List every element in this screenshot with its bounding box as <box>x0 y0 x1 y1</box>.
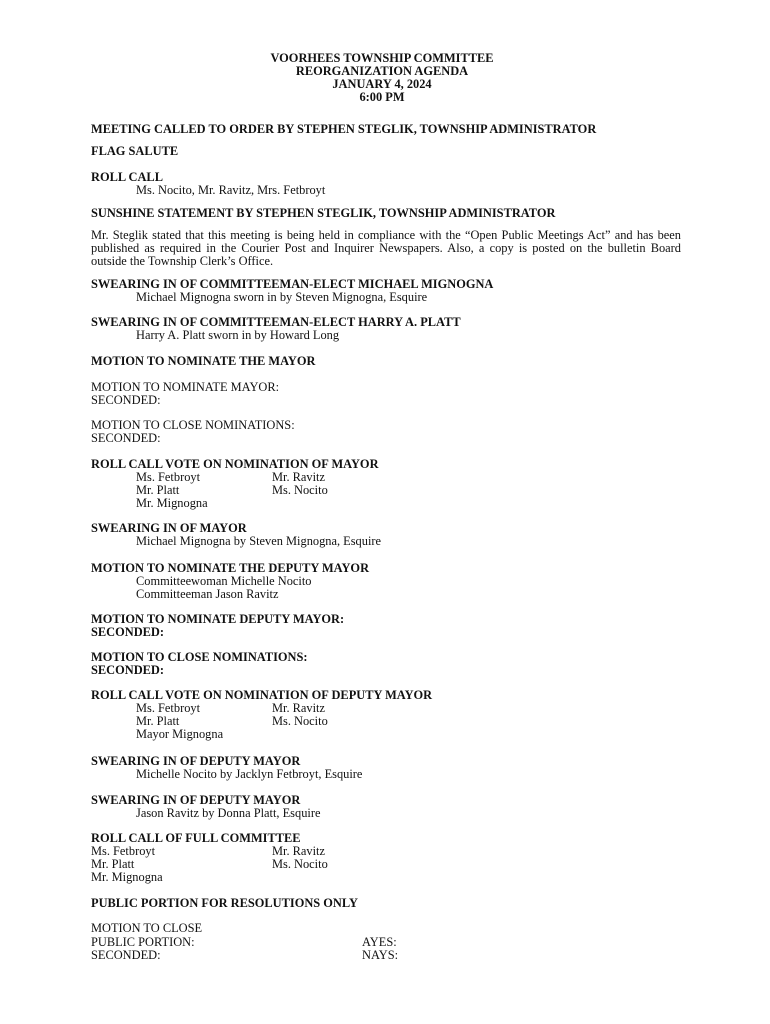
roll-call-name: Mr. Ravitz <box>272 701 325 716</box>
header-date: JANUARY 4, 2024 <box>332 77 432 92</box>
swearing-mayor-section <box>91 522 681 548</box>
swearing-deputy-text: Michelle Nocito by Jacklyn Fetbroyt, Esquire <box>136 766 363 781</box>
nominee-name: Committeewoman Michelle Nocito <box>136 573 312 588</box>
roll-call-row <box>91 845 681 858</box>
roll-call-name: Mr. Platt <box>136 483 180 498</box>
header-subtitle: REORGANIZATION AGENDA <box>295 64 469 79</box>
nays-label: NAYS: <box>362 947 399 962</box>
close-nominations-deputy-line: MOTION TO CLOSE NOMINATIONS: <box>91 650 308 664</box>
roll-call-row <box>136 484 681 497</box>
nominate-mayor-block <box>91 381 681 407</box>
nominate-mayor-seconded: SECONDED: <box>91 392 161 407</box>
roll-call-mayor-heading: ROLL CALL VOTE ON NOMINATION OF MAYOR <box>91 456 379 471</box>
nominate-deputy-seconded: SECONDED: <box>91 624 164 639</box>
public-portion-line: PUBLIC PORTION: <box>91 934 195 949</box>
swearing-deputy-section-1 <box>91 755 681 781</box>
swearing-platt-text: Harry A. Platt sworn in by Howard Long <box>136 328 340 343</box>
swearing-deputy-heading: SWEARING IN OF DEPUTY MAYOR <box>91 792 301 807</box>
roll-call-name: Mr. Ravitz <box>272 844 325 859</box>
roll-call-name: Ms. Nocito <box>272 857 328 872</box>
public-portion-block <box>91 922 681 961</box>
nominate-deputy-line: MOTION TO NOMINATE DEPUTY MAYOR: <box>91 611 345 626</box>
document-header <box>83 52 681 104</box>
roll-call-name: Ms. Fetbroyt <box>136 701 201 716</box>
roll-call-name: Ms. Nocito <box>272 483 328 498</box>
roll-call-row <box>91 858 681 871</box>
swearing-deputy-heading: SWEARING IN OF DEPUTY MAYOR <box>91 753 301 768</box>
public-portion-row <box>91 949 681 962</box>
public-portion-heading: PUBLIC PORTION FOR RESOLUTIONS ONLY <box>91 896 358 911</box>
close-nominations-deputy <box>91 651 681 677</box>
sunshine-heading: SUNSHINE STATEMENT BY STEPHEN STEGLIK, TOWNSHIP ADMINISTRATOR <box>91 205 556 220</box>
roll-call-name: Ms. Fetbroyt <box>91 844 156 859</box>
swearing-platt-section <box>91 316 681 342</box>
close-nominations-deputy-seconded: SECONDED: <box>91 663 164 678</box>
roll-call-name: Mr. Mignogna <box>91 870 163 885</box>
swearing-mayor-heading: SWEARING IN OF MAYOR <box>91 521 247 536</box>
roll-call-names: Ms. Nocito, Mr. Ravitz, Mrs. Fetbroyt <box>136 182 326 197</box>
roll-call-section <box>91 171 681 197</box>
nominee-name: Committeeman Jason Ravitz <box>136 586 279 601</box>
nominate-mayor-line: MOTION TO NOMINATE MAYOR: <box>91 379 280 394</box>
nominate-deputy-heading: MOTION TO NOMINATE THE DEPUTY MAYOR <box>91 560 370 575</box>
roll-call-mayor-section <box>91 458 681 510</box>
close-nominations-line: MOTION TO CLOSE NOMINATIONS: <box>91 417 295 432</box>
swearing-platt-heading: SWEARING IN OF COMMITTEEMAN-ELECT HARRY A. PLATT <box>91 315 461 330</box>
close-nominations-block <box>91 419 681 445</box>
roll-call-name: Mayor Mignogna <box>136 727 224 742</box>
agenda-page <box>91 52 681 962</box>
roll-call-row <box>136 471 681 484</box>
nominate-deputy-motion <box>91 613 681 639</box>
close-nominations-seconded: SECONDED: <box>91 430 161 445</box>
sunshine-statement: Mr. Steglik stated that this meeting is being held in compliance with the “Open Public Meetings Act” and has been published as required in the Courier Post and Inquirer Newspapers. Also, a copy is posted on the bulletin Board outside the Township Clerk’s Office. <box>91 227 681 269</box>
roll-call-row <box>136 702 681 715</box>
header-time: 6:00 PM <box>359 90 405 105</box>
roll-call-name: Mr. Platt <box>91 857 135 872</box>
roll-call-name: Ms. Fetbroyt <box>136 470 201 485</box>
call-to-order-heading: MEETING CALLED TO ORDER BY STEPHEN STEGLIK, TOWNSHIP ADMINISTRATOR <box>91 122 597 137</box>
roll-call-deputy-section <box>91 689 681 741</box>
roll-call-name: Mr. Ravitz <box>272 470 325 485</box>
public-portion-line: MOTION TO CLOSE <box>91 921 203 936</box>
swearing-deputy-section-2 <box>91 794 681 820</box>
swearing-mignogna-text: Michael Mignogna sworn in by Steven Mignogna, Esquire <box>136 290 428 305</box>
motion-mayor-heading: MOTION TO NOMINATE THE MAYOR <box>91 353 316 368</box>
flag-salute-heading: FLAG SALUTE <box>91 144 179 159</box>
roll-call-name: Ms. Nocito <box>272 714 328 729</box>
nominate-deputy-section <box>91 562 681 601</box>
roll-call-name: Mr. Platt <box>136 714 180 729</box>
public-portion-seconded: SECONDED: <box>91 947 161 962</box>
sunshine-section <box>91 207 681 268</box>
ayes-label: AYES: <box>362 934 397 949</box>
public-portion-row <box>91 936 681 949</box>
swearing-mignogna-heading: SWEARING IN OF COMMITTEEMAN-ELECT MICHAEL MIGNOGNA <box>91 277 494 292</box>
header-title: VOORHEES TOWNSHIP COMMITTEE <box>270 51 494 65</box>
swearing-deputy-text: Jason Ravitz by Donna Platt, Esquire <box>136 805 321 820</box>
roll-call-deputy-heading: ROLL CALL VOTE ON NOMINATION OF DEPUTY MAYOR <box>91 688 433 703</box>
roll-call-heading: ROLL CALL <box>91 169 163 184</box>
swearing-mignogna-section <box>91 278 681 304</box>
roll-call-full-heading: ROLL CALL OF FULL COMMITTEE <box>91 830 301 845</box>
roll-call-full-section <box>91 832 681 884</box>
roll-call-name: Mr. Mignogna <box>136 496 208 511</box>
swearing-mayor-text: Michael Mignogna by Steven Mignogna, Esquire <box>136 534 382 549</box>
